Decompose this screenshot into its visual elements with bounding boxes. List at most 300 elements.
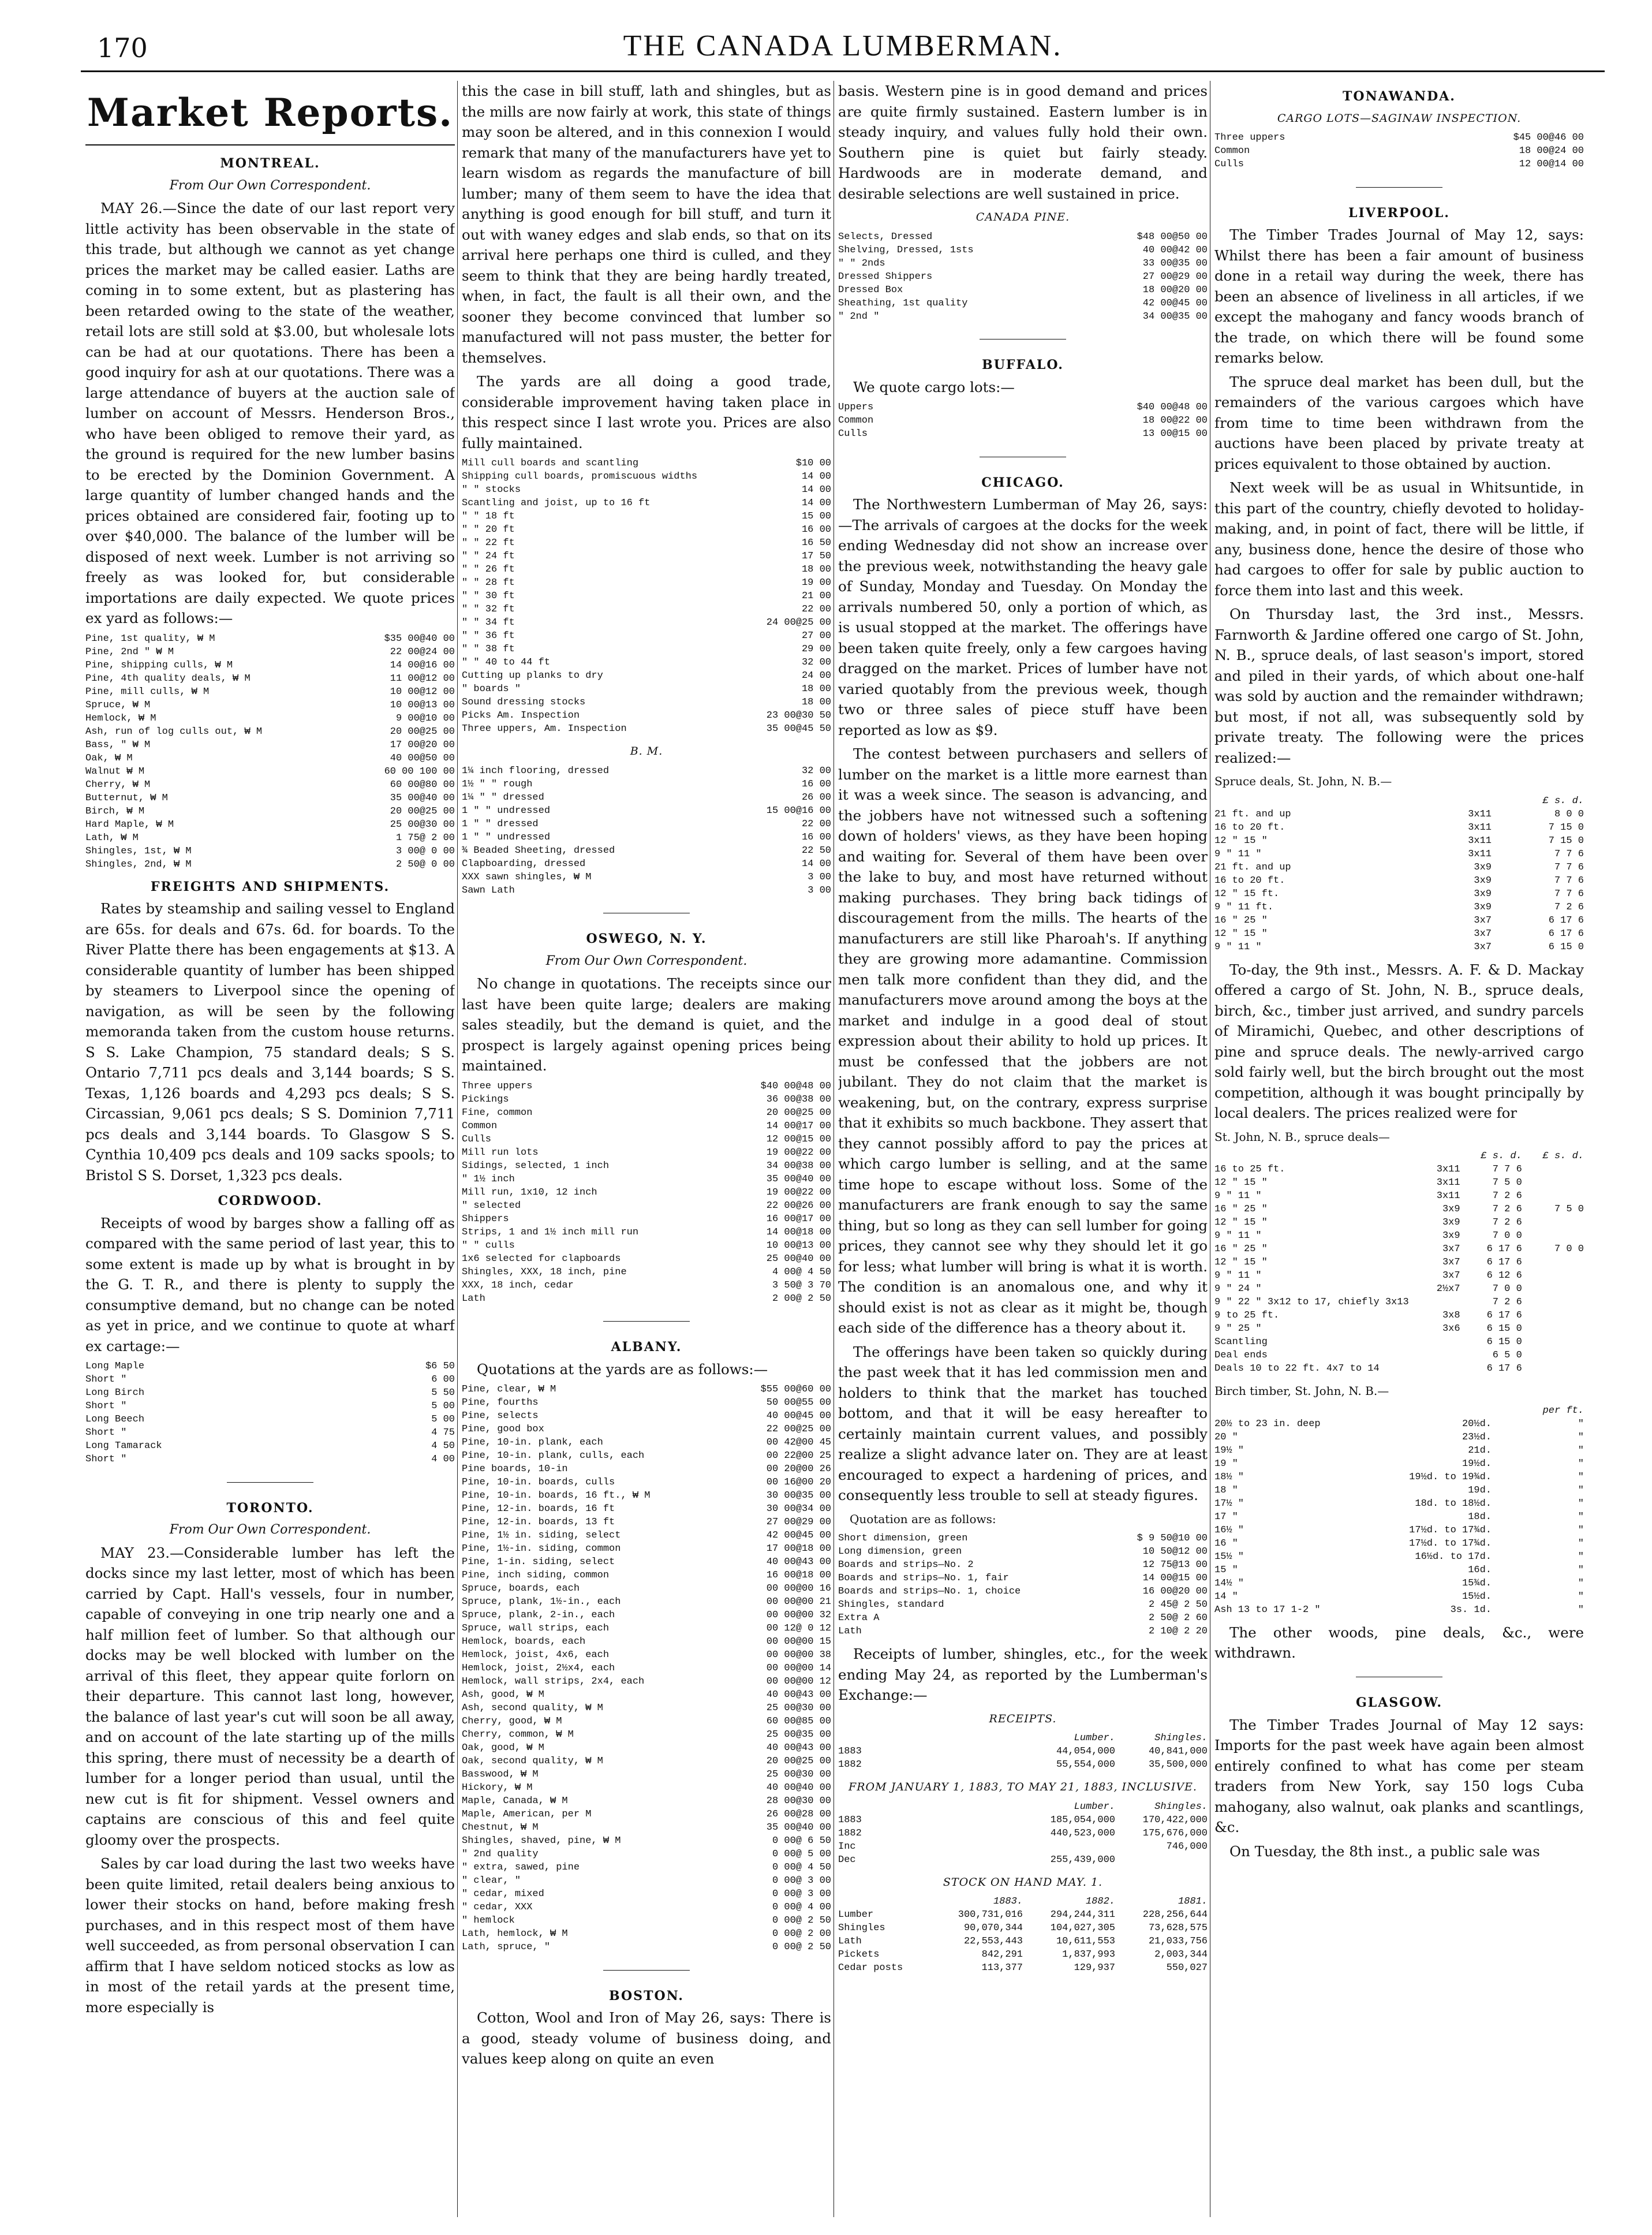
value-cell: 00 16@00 20	[766, 1477, 831, 1488]
value-cell: 90,070,344	[963, 1923, 1023, 1934]
value-cell: 21 00	[801, 591, 831, 602]
value-cell: 40 00@50 00	[390, 752, 455, 764]
table-row	[462, 1555, 831, 1569]
value-cell: 40 00@42 00	[1142, 244, 1208, 256]
item-cell: Sidings, selected, 1 inch	[462, 1160, 610, 1171]
value-cell: 6 17 6	[1486, 1363, 1522, 1374]
table-row	[1214, 158, 1584, 171]
value-cell	[1115, 1853, 1208, 1867]
table-row	[838, 1814, 1208, 1827]
item-cell: 9 " 11 "	[1214, 941, 1262, 953]
value-cell: 4 50	[431, 1441, 455, 1452]
item-cell: Ash 13 to 17 1-2 "	[1214, 1604, 1321, 1615]
item-cell: 9 " 11 "	[1214, 1191, 1262, 1202]
value-cell: 7 0 0	[1492, 1230, 1522, 1241]
liverpool-paragraph: The spruce deal market has been dull, but the remainders of the various cargoes which have from time to time been withdrawn from the auctions have been placed by private treaty at prices equivalent to those obtained by auction.	[1214, 373, 1584, 472]
table-row	[462, 1120, 831, 1133]
item-cell: Short dimension, green	[838, 1533, 968, 1544]
item-cell: Pine, fourths	[462, 1397, 539, 1408]
buffalo-price-table	[838, 401, 1208, 441]
table-row	[85, 805, 455, 818]
value-cell: 14 00@18 00	[766, 1226, 831, 1238]
value-cell: 23½d.	[1462, 1431, 1492, 1443]
table-row	[462, 1159, 831, 1173]
table-row	[838, 1921, 1208, 1935]
table-row	[838, 1827, 1208, 1840]
value-cell: 7 2 6	[1492, 1297, 1522, 1308]
item-cell: Long Tamarack	[85, 1441, 162, 1452]
table-row	[1214, 1497, 1584, 1510]
table-row	[462, 457, 831, 470]
toronto-price-table	[462, 457, 831, 736]
value-cell: $55 00@60 00	[760, 1384, 831, 1395]
item-cell: 1883	[838, 1814, 862, 1826]
value-cell: 11 00@12 00	[390, 673, 455, 684]
value-cell: 3x11	[1468, 835, 1492, 846]
value-cell: 00 42@00 45	[766, 1437, 831, 1448]
table-row	[85, 1426, 455, 1439]
value-cell: 3x6	[1442, 1323, 1460, 1334]
value-cell: 27 00@29 00	[1142, 271, 1208, 282]
item-cell: Mill run lots	[462, 1147, 539, 1158]
item-cell: 16 " 25 "	[1214, 1204, 1268, 1215]
value-cell: 60 00@85 00	[766, 1716, 831, 1727]
oswego-price-table	[462, 1080, 831, 1305]
table-row	[462, 1252, 831, 1266]
table-row	[462, 1239, 831, 1252]
item-cell: Spruce, wall strips, each	[462, 1623, 610, 1634]
value-cell: 22 00@26 00	[766, 1200, 831, 1211]
st-john-deals-title: St. John, N. B., spruce deals—	[1214, 1129, 1390, 1144]
value-cell: 34 00@38 00	[766, 1160, 831, 1171]
value-cell: 14 00@17 00	[766, 1120, 831, 1132]
value-cell: 7 15 0	[1548, 822, 1584, 833]
table-row	[85, 659, 455, 672]
value-cell: 440,523,000	[1050, 1827, 1115, 1839]
value-cell: 0 00@ 4 50	[772, 1862, 831, 1873]
item-cell: Short "	[85, 1427, 127, 1438]
section-separator	[1214, 177, 1584, 197]
value-cell: 842,291	[981, 1949, 1023, 1960]
item-cell: 9 " 11 "	[1214, 848, 1262, 860]
table-row	[1214, 874, 1584, 887]
item-cell: " " 32 ft	[462, 604, 515, 615]
table-row	[462, 1821, 831, 1834]
item-cell: Lath	[838, 1626, 862, 1637]
table-row	[462, 764, 831, 778]
table-row	[462, 1502, 831, 1516]
item-cell: Hemlock, joist, 2½x4, each	[462, 1663, 615, 1674]
value-cell: 0 00@ 2 50	[772, 1942, 831, 1953]
item-cell: Short "	[85, 1374, 127, 1385]
table-row	[462, 510, 831, 523]
table-row	[462, 483, 831, 497]
liverpool-paragraph: The Timber Trades Journal of May 12, says: Whilst there has been a fair amount of business done in a retail way during the week, there has been an absence of liveliness in all articles, if we except the mahogany and fancy woods branch of the trade, on which there will be found some remarks below.	[1214, 226, 1584, 366]
value-cell: 30 00@35 00	[766, 1490, 831, 1501]
value-cell: 17 00@20 00	[390, 739, 455, 751]
albany-heading: ALBANY.	[611, 1339, 682, 1355]
value-cell: 35 00@40 00	[766, 1822, 831, 1833]
value-cell: "	[1578, 1511, 1584, 1523]
value-cell: 228,256,644	[1142, 1909, 1208, 1920]
item-cell: 12 " 15 "	[1214, 1257, 1268, 1268]
table-row	[1214, 1322, 1584, 1335]
table-row	[1214, 1229, 1584, 1243]
table-row	[838, 401, 1208, 414]
value-cell: 16 00@20 00	[1142, 1586, 1208, 1597]
freights-heading: FREIGHTS AND SHIPMENTS.	[150, 879, 390, 894]
table-header-cell: Lumber.	[1074, 1733, 1115, 1744]
from-january-table	[838, 1800, 1208, 1867]
item-cell: 19 "	[1214, 1458, 1238, 1469]
item-cell: Ash, run of log culls out, ₩ M	[85, 726, 263, 737]
value-cell: 55,554,000	[1056, 1759, 1115, 1770]
table-row	[1214, 1269, 1584, 1282]
table-header-cell	[1399, 1404, 1492, 1417]
item-cell: XXX, 18 inch, cedar	[462, 1279, 574, 1291]
value-cell: 19 00@22 00	[766, 1147, 831, 1158]
value-cell: 16½d. to 17d.	[1415, 1551, 1492, 1562]
table-row	[462, 1715, 831, 1728]
value-cell: 40 00@43 00	[766, 1743, 831, 1753]
value-cell: 4 00@ 4 50	[772, 1266, 831, 1278]
item-cell: 16 to 20 ft.	[1214, 875, 1285, 886]
column-divider	[457, 81, 458, 2217]
value-cell: 00 00@00 16	[766, 1583, 831, 1594]
table-row	[1214, 1524, 1584, 1537]
value-cell: 35 00@40 00	[390, 792, 455, 804]
value-cell: 25 00@35 00	[766, 1729, 831, 1740]
table-row	[462, 1941, 831, 1954]
value-cell: 0 00@ 3 00	[772, 1875, 831, 1886]
item-cell: " " 28 ft	[462, 577, 515, 588]
value-cell: 44,054,000	[1056, 1746, 1115, 1757]
table-row	[462, 1542, 831, 1555]
table-header-cell	[838, 1800, 1023, 1814]
table-row	[462, 1080, 831, 1093]
item-cell: 20½ to 23 in. deep	[1214, 1418, 1321, 1430]
value-cell: 6 17 6	[1486, 1310, 1522, 1321]
value-cell: 2,003,344	[1154, 1949, 1208, 1960]
table-row	[85, 1439, 455, 1453]
item-cell: " " 38 ft	[462, 644, 515, 655]
item-cell: " selected	[462, 1200, 521, 1211]
table-row	[462, 1887, 831, 1901]
item-cell: Picks Am. Inspection	[462, 710, 580, 721]
value-cell: 20 00@25 00	[390, 805, 455, 817]
section-separator	[1214, 1667, 1584, 1688]
value-cell: 26 00@28 00	[766, 1809, 831, 1820]
receipts-paragraph: Receipts of lumber, shingles, etc., for the week ending May 24, as reported by the Lumberman's Exchange:—	[838, 1646, 1208, 1703]
table-row	[1214, 808, 1584, 821]
value-cell: $ 9 50@10 00	[1137, 1533, 1208, 1544]
albany-price-table	[462, 1383, 831, 1954]
table-row	[462, 884, 831, 897]
item-cell: Common	[838, 415, 874, 426]
table-row	[838, 1840, 1208, 1853]
value-cell	[1522, 1309, 1584, 1322]
table-row	[838, 1558, 1208, 1572]
item-cell: Spruce, ₩ M	[85, 699, 151, 711]
item-cell: 1883	[838, 1746, 862, 1757]
chicago-paragraph: The contest between purchasers and sellers of lumber on the market is a little more earnest than it was a week since. The season is advancing, and the jobbers have not witnessed such a softening down of holders' views, as they have been hoping and waiting for. Several of them have been over the lake to buy, and most have returned without making purchases. They bring back tidings of discouragement from the mills. The hearts of the manufacturers are still like Pharoah's. If anything they are growing more adamantine. Commission men talk more confident than they did, and the manufacturers move around among the boys at the market and indulge in a good deal of stout expression about their ability to hold up prices. It must be confessed that the jobbers are not jubilant. They do not claim that the market is weakening, but, on the contrary, express surprise that it exhibits so much backbone. They assert that they cannot possibly afford to pay the prices at which cargo lumber is selling, and at the same time hope to escape without loss. Some of the manufacturers are frank enough to say the same thing, but so long as they can sell lumber for going prices, they cannot see why they should let it go for less; what lumber will bring is what it is worth. The condition is an anomalous one, and why it should exist is not as clear as it might be, though each side of the difference has a theory about it.	[838, 745, 1208, 1336]
item-cell: Mill run, 1x10, 12 inch	[462, 1186, 597, 1198]
value-cell: 7 2 6	[1492, 1204, 1522, 1215]
value-cell: "	[1578, 1551, 1584, 1562]
value-cell: 18d.	[1468, 1511, 1492, 1523]
receipts-table	[838, 1732, 1208, 1771]
item-cell: Cherry, common, ₩ M	[462, 1729, 574, 1740]
value-cell: 104,027,305	[1050, 1923, 1115, 1934]
value-cell: 33 00@35 00	[1142, 258, 1208, 269]
value-cell: 00 00@00 14	[766, 1663, 831, 1674]
value-cell: 7 7 6	[1554, 888, 1584, 900]
item-cell: Pine, 1½-in. siding, common	[462, 1543, 621, 1554]
tonawanda-price-table	[1214, 131, 1584, 171]
value-cell: 21d.	[1468, 1445, 1492, 1456]
value-cell: 9 00@10 00	[395, 712, 455, 724]
value-cell: 129,937	[1074, 1962, 1115, 1973]
item-cell: 9 " 11 "	[1214, 1270, 1262, 1281]
from-january-title: FROM JANUARY 1, 1883, TO MAY 21, 1883, INCLUSIVE.	[849, 1781, 1197, 1793]
table-row	[838, 414, 1208, 427]
item-cell: 16 "	[1214, 1538, 1238, 1549]
value-cell: 3x7	[1474, 941, 1492, 953]
item-cell: Hickory, ₩ M	[462, 1782, 533, 1793]
value-cell: 18 00@20 00	[1142, 284, 1208, 296]
table-row	[1214, 1444, 1584, 1457]
table-row	[462, 804, 831, 818]
table-row	[1214, 1243, 1584, 1256]
value-cell: 15 00	[801, 511, 831, 522]
value-cell: 550,027	[1166, 1962, 1208, 1973]
table-row	[838, 1598, 1208, 1611]
value-cell: 5 50	[431, 1387, 455, 1398]
table-row	[85, 632, 455, 645]
value-cell	[1522, 1163, 1584, 1176]
value-cell: "	[1578, 1484, 1584, 1496]
value-cell: 17½d. to 17¾d.	[1409, 1538, 1492, 1549]
value-cell: 10 00@13 00	[766, 1240, 831, 1251]
oswego-paragraph: No change in quotations. The receipts since our last have been quite large; dealers are making sales steadily, but the demand is quiet, and the prospect is largely against opening prices being maintained.	[462, 975, 831, 1074]
table-header-row	[1214, 1150, 1584, 1163]
item-cell: Hemlock, ₩ M	[85, 712, 156, 724]
value-cell: 17½d. to 17¾d.	[1409, 1524, 1492, 1536]
stock-on-hand-table	[838, 1895, 1208, 1975]
item-cell: Dressed Box	[838, 284, 903, 296]
table-header-cell	[1409, 1150, 1460, 1163]
value-cell: "	[1578, 1577, 1584, 1589]
value-cell: "	[1578, 1498, 1584, 1509]
table-header-cell: 1882.	[1085, 1896, 1115, 1907]
value-cell	[1522, 1335, 1584, 1349]
item-cell: 1¼ " " dressed	[462, 792, 544, 803]
value-cell: 3x11	[1468, 808, 1492, 820]
receipts-title: RECEIPTS.	[989, 1712, 1057, 1725]
table-row	[462, 1436, 831, 1449]
item-cell: 9 " 25 "	[1214, 1323, 1262, 1334]
item-cell: Lath	[838, 1936, 862, 1947]
table-row	[838, 1758, 1208, 1771]
table-row	[1214, 1457, 1584, 1471]
table-header-cell: Shingles.	[1154, 1801, 1208, 1812]
table-row	[462, 1794, 831, 1808]
value-cell: 20 00@25 00	[766, 1756, 831, 1767]
table-row	[462, 1728, 831, 1741]
table-row	[462, 1212, 831, 1226]
value-cell: 3x7	[1442, 1257, 1460, 1268]
spruce-deals-table	[1214, 794, 1584, 954]
value-cell: 36 00@38 00	[766, 1094, 831, 1105]
value-cell: $10 00	[795, 458, 831, 469]
value-cell: 14 00@16 00	[390, 659, 455, 671]
item-cell: Pine, 1-in. siding, select	[462, 1557, 615, 1568]
value-cell	[1522, 1269, 1584, 1282]
value-cell: $40 00@48 00	[1137, 402, 1208, 413]
table-row	[462, 589, 831, 603]
table-header-row	[1214, 794, 1584, 808]
value-cell: 32 00	[801, 765, 831, 777]
table-row	[462, 709, 831, 722]
table-row	[85, 685, 455, 699]
value-cell: 22 00	[801, 604, 831, 615]
table-row	[1214, 1603, 1584, 1617]
item-cell: Cedar posts	[838, 1962, 903, 1973]
table-header-cell	[838, 1732, 1023, 1745]
tonawanda-heading: TONAWANDA.	[1343, 89, 1456, 104]
table-header-cell: per ft.	[1542, 1405, 1584, 1416]
value-cell: 300,731,016	[958, 1909, 1023, 1920]
item-cell: Shipping cull boards, promiscuous widths	[462, 471, 698, 482]
column-1	[85, 81, 455, 2217]
value-cell: 18 00@24 00	[1519, 145, 1584, 156]
item-cell: 14 "	[1214, 1591, 1238, 1602]
value-cell: 113,377	[981, 1962, 1023, 1973]
item-cell: Walnut ₩ M	[85, 766, 145, 777]
value-cell: 20 00@25 00	[390, 726, 455, 737]
value-cell: 60 00@80 00	[390, 779, 455, 790]
table-row	[85, 858, 455, 871]
value-cell: 7 0 0	[1554, 1244, 1584, 1255]
table-row	[462, 1383, 831, 1396]
item-cell: 17 "	[1214, 1511, 1238, 1523]
value-cell: 7 7 6	[1492, 1164, 1522, 1175]
value-cell: 00 00@00 38	[766, 1650, 831, 1661]
value-cell: 6 17 6	[1548, 915, 1584, 926]
value-cell: 12 75@13 00	[1142, 1559, 1208, 1570]
value-cell: 18d. to 18½d.	[1415, 1498, 1492, 1509]
publication-title: THE CANADA LUMBERMAN.	[623, 29, 1063, 62]
liverpool-paragraph: Next week will be as usual in Whitsuntide, in this part of the country, chiefly devoted to holiday-making, and, in point of fact, there will be little, if any, business done, hence the desire of those who had cargoes to offer for sale by public auction to force them into last and this week.	[1214, 479, 1584, 599]
item-cell: Basswood, ₩ M	[462, 1769, 539, 1780]
table-row	[85, 725, 455, 738]
glasgow-paragraph: On Tuesday, the 8th inst., a public sale was	[1229, 1842, 1540, 1860]
value-cell: 3x9	[1474, 875, 1492, 886]
table-row	[838, 1545, 1208, 1558]
item-cell: Hemlock, wall strips, 2x4, each	[462, 1676, 645, 1687]
value-cell: 18 00	[801, 684, 831, 695]
chicago-heading: CHICAGO.	[981, 475, 1064, 490]
table-row	[838, 283, 1208, 297]
liverpool-paragraph: The other woods, pine deals, &c., were withdrawn.	[1214, 1624, 1584, 1661]
item-cell: Pine, clear, ₩ M	[462, 1384, 556, 1395]
value-cell	[1522, 1256, 1584, 1269]
table-row	[462, 536, 831, 550]
value-cell: 29 00	[801, 644, 831, 655]
buffalo-intro: We quote cargo lots:—	[853, 378, 1015, 395]
value-cell: 5 00	[431, 1414, 455, 1425]
value-cell: 22,553,443	[963, 1936, 1023, 1947]
table-row	[462, 1146, 831, 1159]
table-header-row	[838, 1732, 1208, 1745]
value-cell: 175,676,000	[1142, 1827, 1208, 1839]
table-row	[462, 1396, 831, 1409]
table-row	[85, 831, 455, 845]
value-cell: 16 00	[801, 524, 831, 535]
value-cell: 3x11	[1436, 1177, 1460, 1188]
item-cell: Boards and strips—No. 1, choice	[838, 1586, 1021, 1597]
value-cell: 3x11	[1436, 1191, 1460, 1202]
table-row	[1214, 1296, 1584, 1309]
item-cell: " hemlock	[462, 1915, 515, 1926]
item-cell: 9 to 25 ft.	[1214, 1310, 1280, 1321]
value-cell: 19d.	[1468, 1484, 1492, 1496]
table-row	[462, 1595, 831, 1609]
item-cell: Shingles, XXX, 18 inch, pine	[462, 1266, 627, 1278]
value-cell: 185,054,000	[1050, 1814, 1115, 1826]
table-row	[1214, 1417, 1584, 1431]
table-row	[1214, 914, 1584, 927]
value-cell: 00 22@00 25	[766, 1450, 831, 1461]
table-row	[838, 1948, 1208, 1961]
value-cell: 6 15 0	[1486, 1337, 1522, 1348]
value-cell: 3x7	[1474, 915, 1492, 926]
item-cell: Three uppers, Am. Inspection	[462, 723, 627, 734]
item-cell: Pine, good box	[462, 1424, 544, 1435]
value-cell: 7 7 6	[1554, 861, 1584, 873]
value-cell: 7 7 6	[1554, 875, 1584, 886]
item-cell: ¾ Beaded Sheeting, dressed	[462, 845, 615, 856]
cordwood-paragraph: Receipts of wood by barges show a falling off as compared with the same period of last year, this to some extent is made up by what is brought in by the G. T. R., and there is plenty to supply the consumptive demand, but no change can be noted as yet in price, and we continue to quote at wharf ex cartage:—	[85, 1214, 455, 1355]
item-cell: " 1½ inch	[462, 1173, 515, 1185]
table-row	[462, 1106, 831, 1120]
cordwood-price-table	[85, 1360, 455, 1466]
table-row	[1214, 1362, 1584, 1375]
item-cell: 20 "	[1214, 1431, 1238, 1443]
table-row	[462, 1462, 831, 1476]
value-cell: 17 00@18 00	[766, 1543, 831, 1554]
value-cell: 2½x7	[1436, 1283, 1460, 1294]
section-separator	[462, 1311, 831, 1332]
table-row	[462, 1476, 831, 1489]
value-cell: 16 00@18 00	[766, 1570, 831, 1581]
item-cell: Boards and strips—No. 1, fair	[838, 1573, 1009, 1584]
table-row	[85, 778, 455, 792]
item-cell: 15 "	[1214, 1564, 1238, 1576]
item-cell: Bass, " ₩ M	[85, 739, 151, 751]
table-row	[462, 778, 831, 791]
item-cell: Pine, mill culls, ₩ M	[85, 686, 210, 697]
value-cell: 20 00@25 00	[766, 1107, 831, 1118]
value-cell: 16 50	[801, 538, 831, 549]
table-header-cell	[1214, 1150, 1409, 1163]
table-row	[462, 1226, 831, 1239]
value-cell: 10 00@12 00	[390, 686, 455, 697]
value-cell: 3x7	[1442, 1244, 1460, 1255]
table-header-cell: 1883.	[993, 1896, 1023, 1907]
table-row	[462, 1489, 831, 1502]
table-row	[1214, 1550, 1584, 1564]
